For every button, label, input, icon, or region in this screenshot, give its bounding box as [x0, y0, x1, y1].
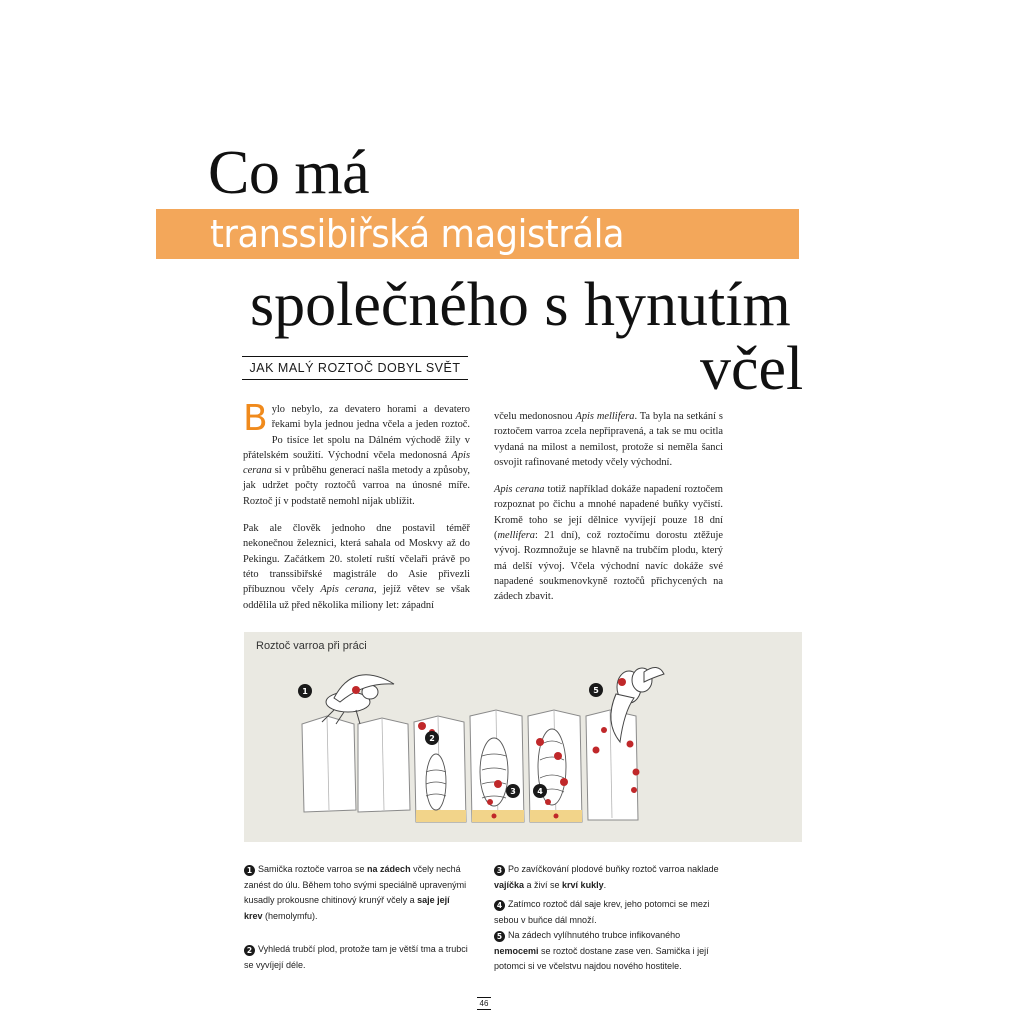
- svg-text:3: 3: [510, 787, 516, 796]
- svg-text:4: 4: [537, 787, 543, 796]
- caption-5: 5 Na zádech vylíhnutého trubce infikovaného nemocemi se roztoč dostane zase ven. Samička i její potomci si ve včelstvu najdou nového hostitele.: [494, 930, 709, 971]
- drop-cap: B: [243, 398, 268, 439]
- bee-5: [611, 667, 664, 742]
- title-highlight-band: [156, 209, 799, 259]
- page-number: 46: [477, 997, 491, 1010]
- title-line-2: transsibiřská magistrála: [210, 212, 625, 256]
- paragraph: včelu medonosnou Apis mellifera. Ta byla na setkání s roztočem varroa zcela nepřipravená, a tak se mu ocitla vydaná na milost a nemilost, protože si neměla šanci osvojit rafinované metody včely východní.: [494, 411, 723, 468]
- svg-text:5: 5: [593, 686, 599, 695]
- article-column-2: [494, 409, 723, 617]
- marker-5: [589, 683, 603, 697]
- article-subtitle: JAK MALÝ ROZTOČ DOBYL SVĚT: [242, 356, 468, 380]
- varroa-illustration: [244, 632, 802, 842]
- marker-1: [298, 684, 312, 698]
- honeycomb-cells-drawing: [244, 632, 802, 842]
- caption-3: 3 Po zavíčkování plodové buňky roztoč varroa naklade vajíčka a živí se krví kukly.: [494, 864, 719, 890]
- marker-2: [425, 731, 439, 745]
- marker-3: [506, 784, 520, 798]
- bee-1: [322, 675, 394, 724]
- paragraph: Pak ale člověk jednoho dne postavil téměř nekonečnou železnici, která sahala od Moskvy až do Pekingu. Začátkem 20. století ruští včelaři právě po této transsibiřské magistrále do Asie přivezli příbuznou včely Apis cerana, jejíž větev se však oddělila už před několika miliony let: západní: [243, 523, 471, 611]
- caption-2: 2 Vyhledá trubčí plod, protože tam je větší tma a trubci se vyvíjejí déle.: [244, 944, 468, 970]
- svg-text:2: 2: [429, 734, 435, 743]
- caption-1: 1 Samička roztoče varroa se na zádech včely nechá zanést do úlu. Během toho svými speciálně upravenými kusadly prokousne chitinový krunýř včely a saje její krev (hemolymfu).: [244, 864, 467, 921]
- title-line-3: společného s hynutím: [250, 271, 791, 339]
- title-line-1: Co má: [208, 139, 370, 207]
- paragraph: Bylo nebylo, za devatero horami a devatero řekami byla jednou jedna včela a jeden roztoč. Po tisíce let spolu na Dálném východě žily v přátelském soužití. Východní včela medonosná Apis cerana si v průběhu generací našla metody a způsoby, jak udržet počty roztočů varroa na únosné míře. Roztoč jí v podstatě nemohl nijak ublížit.: [243, 398, 470, 507]
- svg-text:1: 1: [302, 687, 308, 696]
- title-line-4: včel: [700, 335, 804, 403]
- paragraph: Apis cerana totiž například dokáže napadení roztočem rozpoznat po čichu a mnohé napadené buňky vyčistí. Kromě toho se její dělnice vyvíjejí pouze 18 dní (mellifera: 21 dní), což roztočímu dorostu ztěžuje vývoj. Rozmnožuje se hlavně na trubčím plodu, který má delší vývoj. Včela východní navíc dokáže své napadené soukmenovkyně roztočů přichycených na zádech zbavit.: [494, 484, 723, 603]
- figure-title: Roztoč varroa při práci: [256, 640, 367, 652]
- marker-4: [533, 784, 547, 798]
- article-column-1: [243, 398, 471, 625]
- caption-4: 4 Zatímco roztoč dál saje krev, jeho potomci se mezi sebou v buňce dál množí.: [494, 899, 710, 925]
